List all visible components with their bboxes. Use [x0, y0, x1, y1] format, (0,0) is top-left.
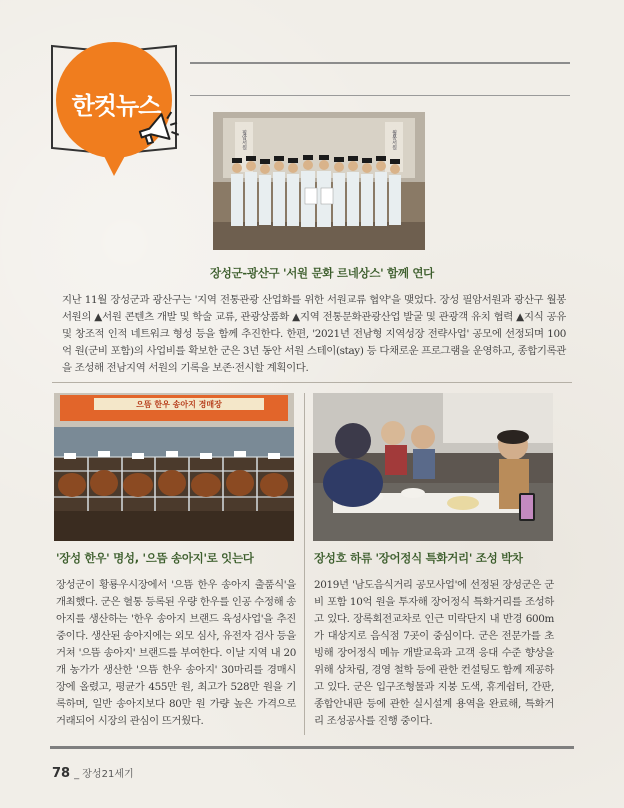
photo-eel-cooking: [313, 393, 553, 541]
caption-eel-street: 장성호 하류 '장어정식 특화거리' 조성 박차: [314, 551, 523, 565]
photo-cattle-auction: [54, 393, 294, 541]
banner-text: 으뜸 한우 송아지 경매장: [136, 399, 222, 409]
caption-hanwoo: '장성 한우' 명성, '으뜸 송아지'로 잇는다: [56, 551, 254, 565]
story-eel-street-body: 2019년 '남도음식거리 공모사업'에 선정된 장성군은 군비 포함 10억 원을 투자해 장어정식 특화거리를 조성하고 있다. 장록회전교차로 인근 미락단지 내 반경 600m가 대상지로 음식점 7곳이 중심이다. 군은 전문가를 초빙해 장어정식 메뉴 개발교육과 고객 응대 수준 향상을 위해 상차림, 경영 철학 등에 관한 컨설팅도 함께 제공하고 있다. 군은 입구조형물과 지붕 도색, 휴게쉼터, 간판, 종합안내판 등에 관한 실시설계 용역을 완료해, 특화거리 조성공사를 진행 중이다.: [314, 579, 554, 727]
footer-rule: [50, 746, 574, 749]
header-rule-thin: [190, 95, 570, 96]
section-divider: [52, 382, 572, 383]
publication-name: _ 장성21세기: [74, 769, 134, 780]
story-seowon-body: 지난 11월 장성군과 광산구는 '지역 전통관광 산업화를 위한 서원교류 협약'을 맺었다. 장성 필암서원과 광산구 월봉서원의 ▲서원 콘텐츠 개발 및 학술 교류, 관광상품화 ▲지역 전통문화관광산업 발굴 및 관광객 유치 협력 ▲지식 공유 및 창조적 인적 네트워크 형성 등을 함께 추진한다. 한편, '2021년 전남형 지역성장 전략사업' 공모에 선정되며 100억 원(군비 포함)의 사업비를 확보한 군은 3년 동안 서원 스테이(stay) 등 다채로운 프로그램을 운영하고, 종합기록관을 조성해 전남지역 서원의 기록을 보존·전시할 계획이다.: [62, 294, 566, 374]
page-footer: [52, 765, 134, 781]
header-rule: [190, 62, 570, 64]
section-title: 한컷뉴스: [71, 92, 161, 120]
story-hanwoo-body: 장성군이 황룡우시장에서 '으뜸 한우 송아지 출품식'을 개최했다. 군은 혈통 등록된 우량 한우를 인공 수정해 송아지를 생산하는 '한우 송아지 브랜드 육성사업'을 추진 중이다. 생산된 송아지에는 외모 심사, 유전자 검사 등을 거쳐 '으뜸 송아지' 브랜드를 부여한다. 이날 지역 내 20개 농가가 생산한 '으뜸 한우 송아지' 30마리를 경매시장에 올렸고, 평균가 455만 원, 최고가 528만 원을 기록하며, 일반 송아지보다 80만 원 가량 높은 가격으로 거래되어 시장의 관심이 뜨거웠다.: [56, 579, 296, 727]
column-divider: [304, 393, 305, 735]
sign-right-text: 월봉서원: [391, 130, 397, 150]
page-number: 78: [52, 766, 71, 781]
sign-left-text: 필암서원: [241, 130, 247, 150]
photo-seowon-agreement: [213, 112, 425, 250]
caption-seowon: 장성군-광산구 '서원 문화 르네상스' 함께 연다: [210, 266, 434, 280]
